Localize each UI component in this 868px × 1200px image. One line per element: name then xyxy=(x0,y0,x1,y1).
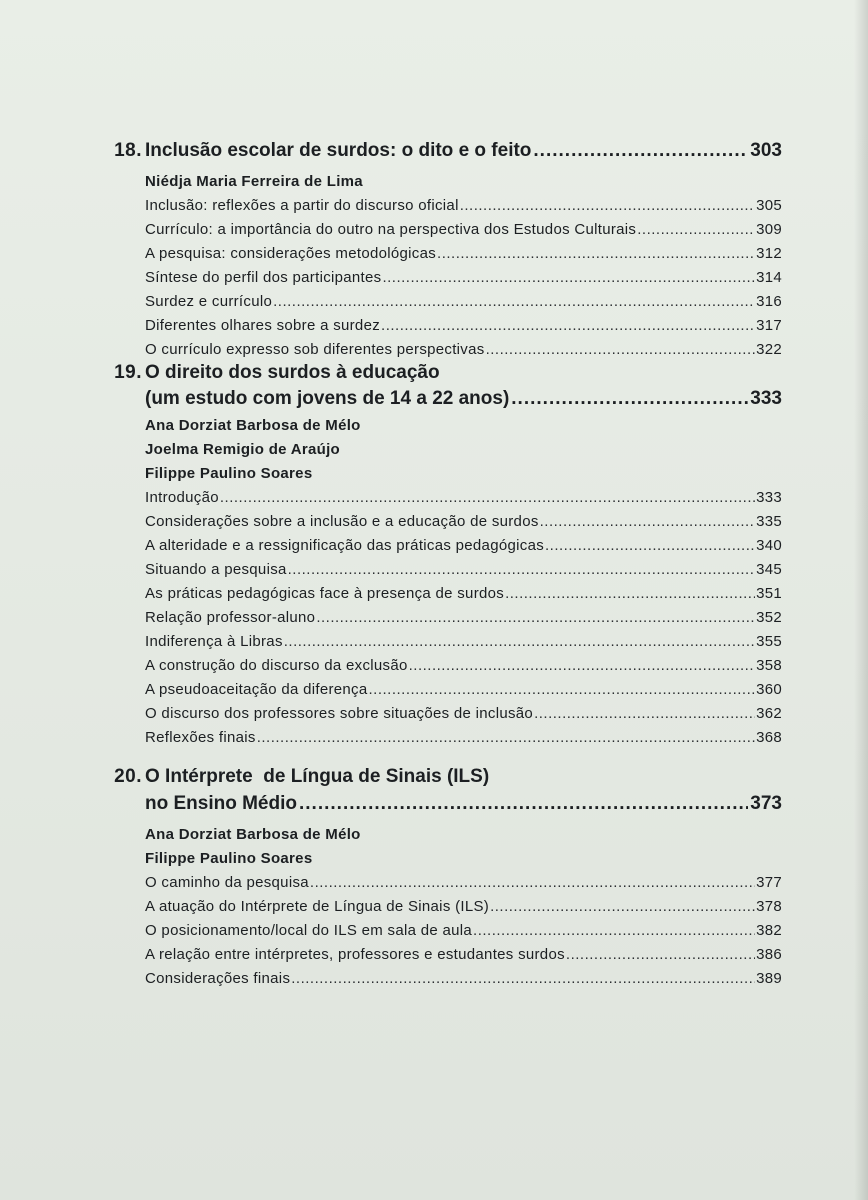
dot-leader xyxy=(473,919,755,943)
entry-page: 314 xyxy=(756,269,782,286)
dot-leader xyxy=(437,242,755,266)
entry-title: As práticas pedagógicas face à presença de surdos xyxy=(145,585,505,602)
chapter-author: Niédja Maria Ferreira de Lima xyxy=(145,173,363,190)
dot-leader xyxy=(381,314,755,338)
toc-entry[interactable] xyxy=(145,630,782,654)
entry-page: 377 xyxy=(756,874,782,891)
entry-page: 322 xyxy=(756,341,782,358)
dot-leader xyxy=(299,793,748,815)
entry-title: A pseudoaceitação da diferença xyxy=(145,681,368,698)
entry-title: A construção do discurso da exclusão xyxy=(145,657,408,674)
dot-leader xyxy=(505,582,755,606)
chapter-20 xyxy=(90,766,782,991)
entry-page: 355 xyxy=(756,633,782,650)
chapter-author: Joelma Remigio de Araújo xyxy=(145,441,341,458)
dot-leader xyxy=(540,510,755,534)
chapter-author: Filippe Paulino Soares xyxy=(145,850,313,867)
toc-entry[interactable] xyxy=(145,967,782,991)
entry-title: A atuação do Intérprete de Língua de Sinais (ILS) xyxy=(145,898,490,915)
toc-entry[interactable] xyxy=(145,919,782,943)
entry-title: O currículo expresso sob diferentes perspectivas xyxy=(145,341,485,358)
toc-entry[interactable] xyxy=(145,895,782,919)
dot-leader xyxy=(460,194,755,218)
dot-leader xyxy=(566,943,755,967)
chapter-18 xyxy=(90,140,782,362)
entry-title: Diferentes olhares sobre a surdez xyxy=(145,317,381,334)
toc-entry[interactable] xyxy=(145,338,782,362)
dot-leader xyxy=(369,678,756,702)
chapter-number: 18. xyxy=(114,140,142,161)
entry-page: 360 xyxy=(756,681,782,698)
chapter-author: Ana Dorziat Barbosa de Mélo xyxy=(145,417,361,434)
entry-page: 316 xyxy=(756,293,782,310)
toc-entry[interactable] xyxy=(145,194,782,218)
toc-entry[interactable] xyxy=(145,266,782,290)
chapter-title-continued: no Ensino Médio xyxy=(145,793,297,814)
chapter-title-line xyxy=(145,388,782,410)
dot-leader xyxy=(409,654,755,678)
chapter-author: Filippe Paulino Soares xyxy=(145,465,313,482)
entry-title: Considerações sobre a inclusão e a educação de surdos xyxy=(145,513,539,530)
chapter-author: Ana Dorziat Barbosa de Mélo xyxy=(145,826,361,843)
dot-leader xyxy=(511,388,748,410)
entry-title: Relação professor-aluno xyxy=(145,609,316,626)
dot-leader xyxy=(288,558,755,582)
chapter-page: 373 xyxy=(750,793,782,814)
entry-page: 351 xyxy=(756,585,782,602)
entry-page: 378 xyxy=(756,898,782,915)
toc-entry[interactable] xyxy=(145,943,782,967)
entry-title: O posicionamento/local do ILS em sala de aula xyxy=(145,922,473,939)
chapter-title-line xyxy=(145,140,782,162)
dot-leader xyxy=(257,726,755,750)
toc-entry[interactable] xyxy=(145,606,782,630)
dot-leader xyxy=(220,486,755,510)
toc-entry[interactable] xyxy=(145,871,782,895)
chapter-title-line xyxy=(145,362,782,384)
toc-entry[interactable] xyxy=(145,558,782,582)
entry-page: 386 xyxy=(756,946,782,963)
chapter-number: 19. xyxy=(114,362,142,383)
chapter-title: Inclusão escolar de surdos: o dito e o feito xyxy=(145,140,532,161)
entry-page: 382 xyxy=(756,922,782,939)
dot-leader xyxy=(291,967,755,991)
dot-leader xyxy=(534,702,755,726)
entry-title: A alteridade e a ressignificação das práticas pedagógicas xyxy=(145,537,545,554)
entry-title: Inclusão: reflexões a partir do discurso oficial xyxy=(145,197,459,214)
toc-entry[interactable] xyxy=(145,702,782,726)
dot-leader xyxy=(382,266,755,290)
toc-entry[interactable] xyxy=(145,314,782,338)
page-edge-shadow xyxy=(854,0,868,1200)
entry-title: Currículo: a importância do outro na perspectiva dos Estudos Culturais xyxy=(145,221,637,238)
entry-title: Reflexões finais xyxy=(145,729,256,746)
chapter-page: 303 xyxy=(750,140,782,161)
entry-page: 335 xyxy=(756,513,782,530)
dot-leader xyxy=(310,871,755,895)
chapter-number: 20. xyxy=(114,766,142,787)
entry-page: 389 xyxy=(756,970,782,987)
entry-page: 362 xyxy=(756,705,782,722)
chapter-title-continued: (um estudo com jovens de 14 a 22 anos) xyxy=(145,388,510,409)
entry-title: O caminho da pesquisa xyxy=(145,874,309,891)
entry-title: Introdução xyxy=(145,489,219,506)
dot-leader xyxy=(486,338,756,362)
entry-title: O discurso dos professores sobre situações de inclusão xyxy=(145,705,534,722)
toc-entry[interactable] xyxy=(145,534,782,558)
entry-page: 317 xyxy=(756,317,782,334)
chapter-title: O direito dos surdos à educação xyxy=(145,362,440,383)
chapter-page: 333 xyxy=(750,388,782,409)
dot-leader xyxy=(490,895,755,919)
entry-title: Surdez e currículo xyxy=(145,293,273,310)
entry-title: Considerações finais xyxy=(145,970,291,987)
toc-entry[interactable] xyxy=(145,726,782,750)
entry-title: Situando a pesquisa xyxy=(145,561,287,578)
toc-entry[interactable] xyxy=(145,290,782,314)
dot-leader xyxy=(637,218,755,242)
entry-title: A pesquisa: considerações metodológicas xyxy=(145,245,437,262)
entry-page: 333 xyxy=(756,489,782,506)
entry-page: 368 xyxy=(756,729,782,746)
entry-title: Indiferença à Libras xyxy=(145,633,283,650)
entry-title: Síntese do perfil dos participantes xyxy=(145,269,382,286)
toc-entry[interactable] xyxy=(145,654,782,678)
toc-entry[interactable] xyxy=(145,582,782,606)
toc-entry[interactable] xyxy=(145,218,782,242)
toc-entry[interactable] xyxy=(145,242,782,266)
chapter-title: O Intérprete de Língua de Sinais (ILS) xyxy=(145,766,490,787)
chapter-title-line xyxy=(145,766,782,788)
dot-leader xyxy=(533,140,748,162)
dot-leader xyxy=(273,290,755,314)
entry-title: A relação entre intérpretes, professores e estudantes surdos xyxy=(145,946,565,963)
dot-leader xyxy=(545,534,755,558)
entry-page: 340 xyxy=(756,537,782,554)
entry-page: 309 xyxy=(756,221,782,238)
toc-entry[interactable] xyxy=(145,510,782,534)
entry-page: 345 xyxy=(756,561,782,578)
entry-page: 352 xyxy=(756,609,782,626)
toc-entry[interactable] xyxy=(145,678,782,702)
entry-page: 358 xyxy=(756,657,782,674)
entry-page: 305 xyxy=(756,197,782,214)
entry-page: 312 xyxy=(756,245,782,262)
chapter-title-line xyxy=(145,793,782,815)
dot-leader xyxy=(284,630,755,654)
toc-entry[interactable] xyxy=(145,486,782,510)
chapter-19 xyxy=(90,362,782,750)
dot-leader xyxy=(316,606,755,630)
